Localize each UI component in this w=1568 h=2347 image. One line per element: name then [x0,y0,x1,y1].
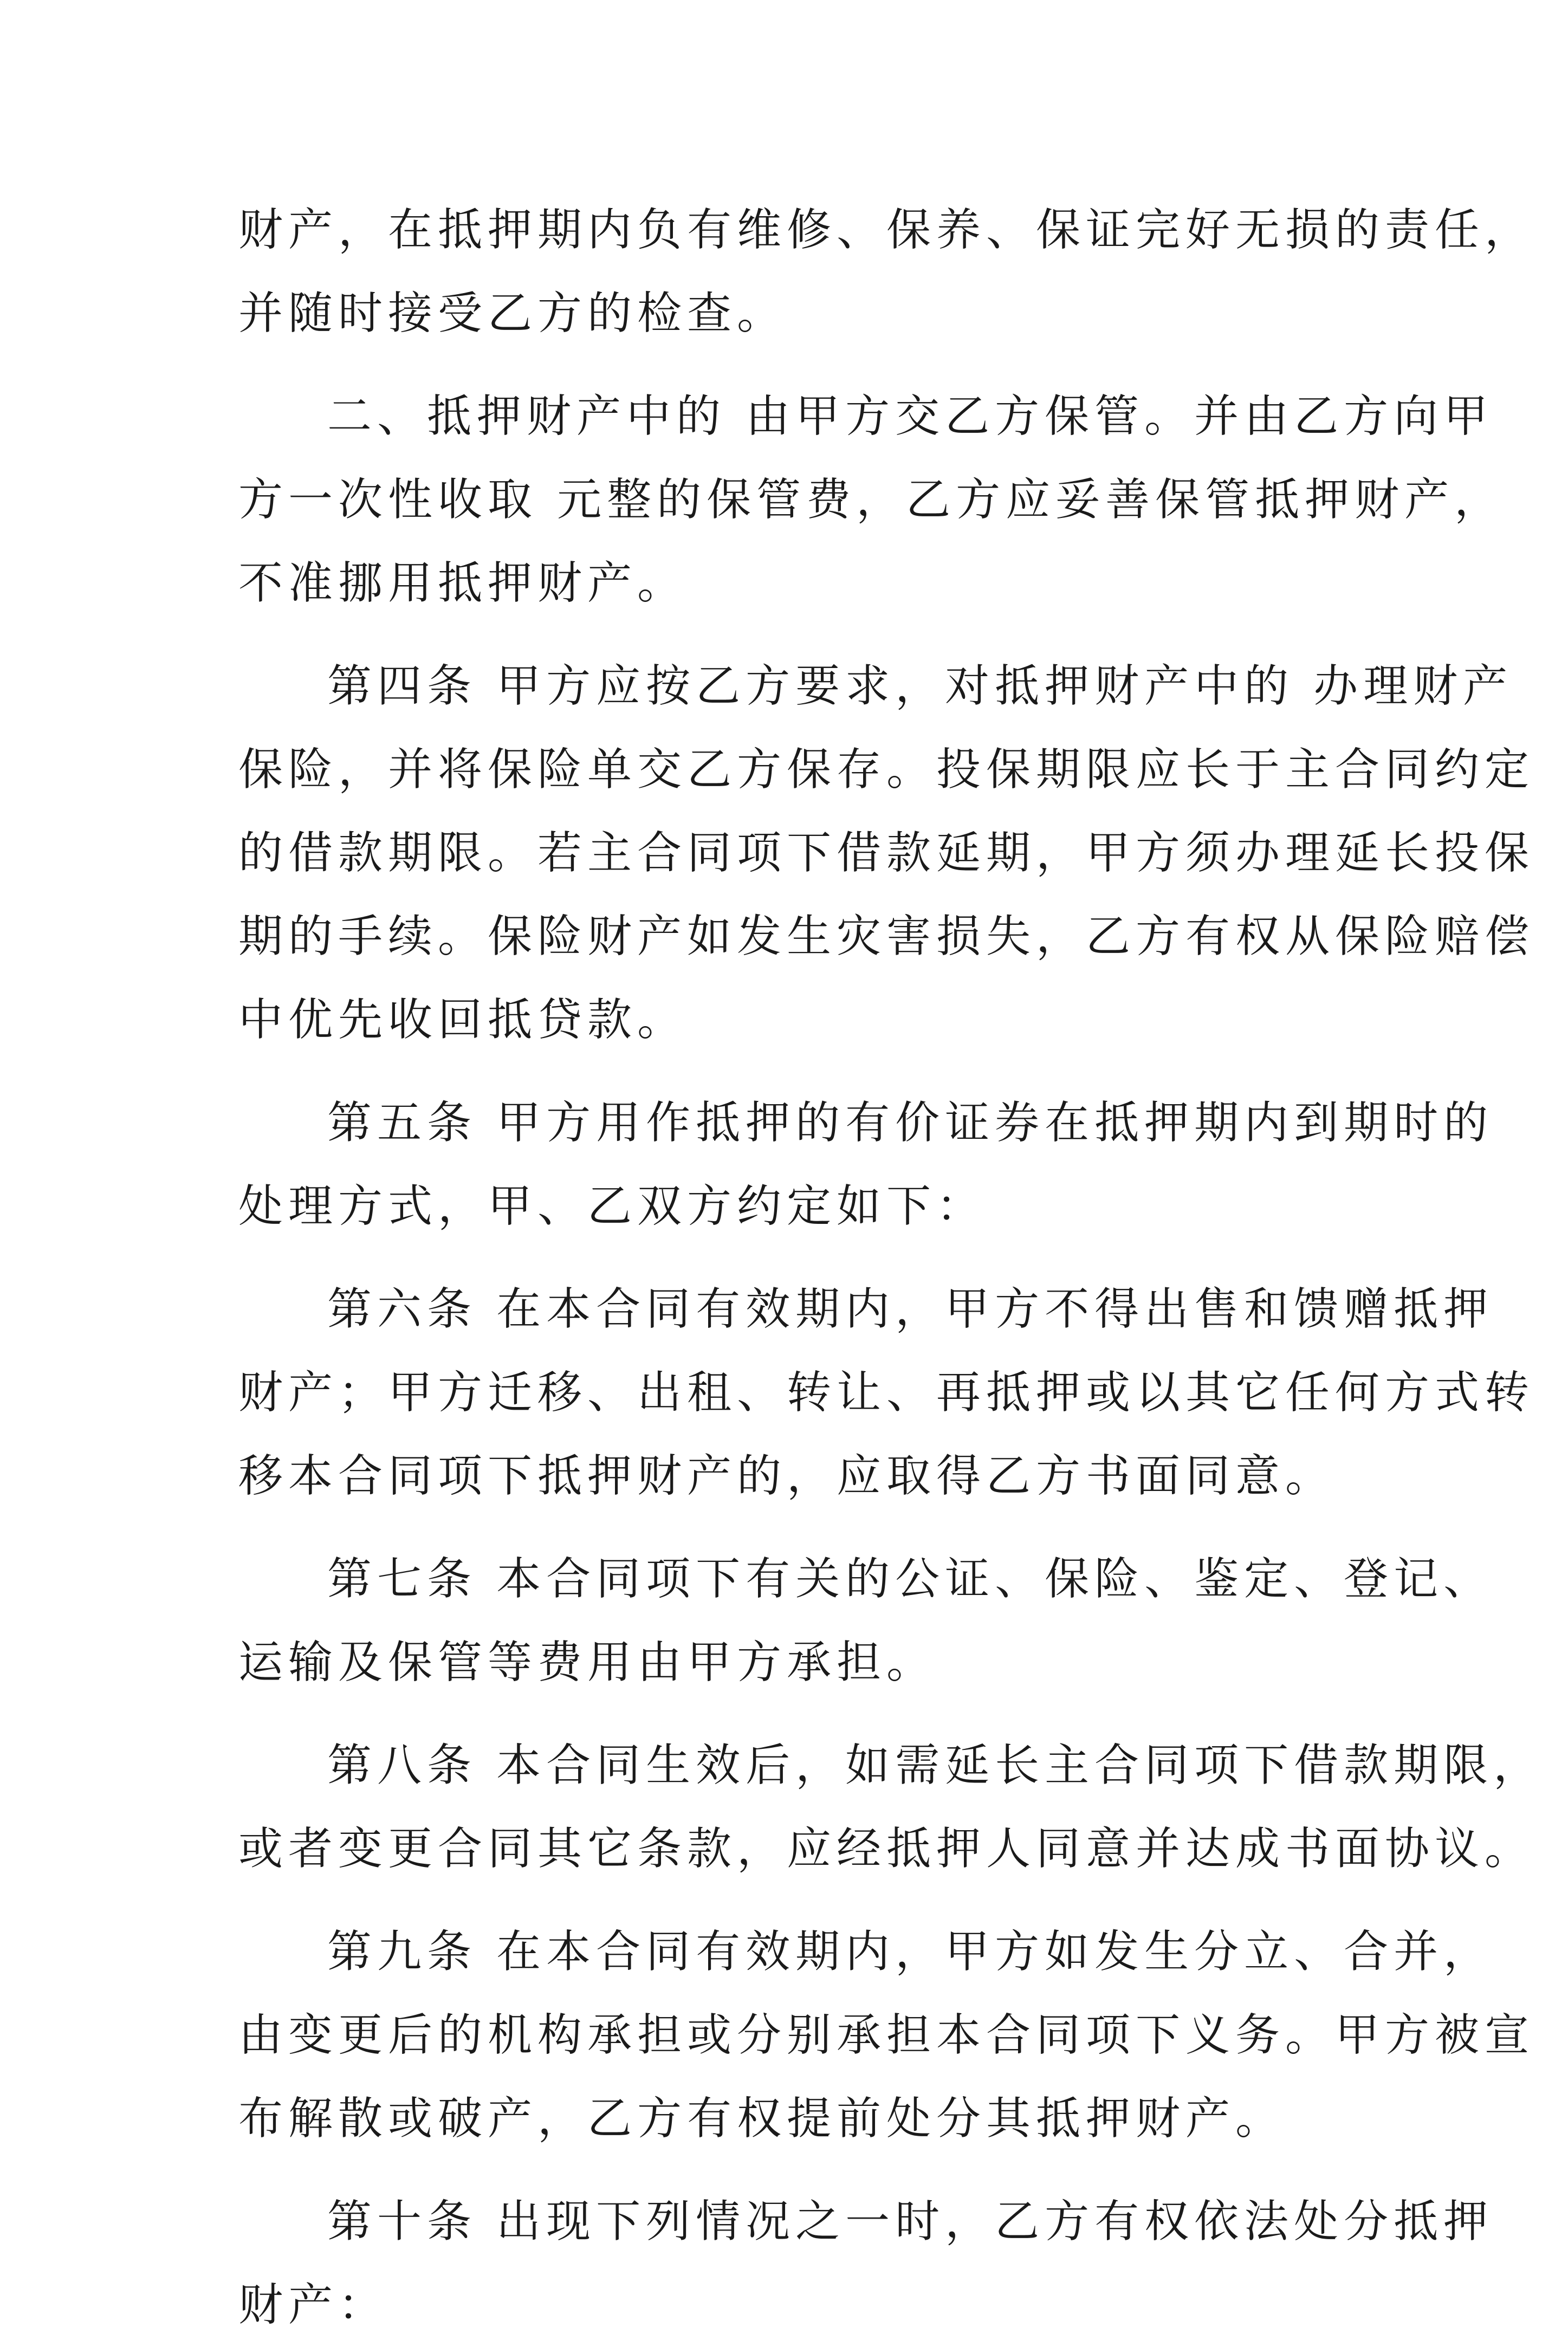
text-line: 第六条 在本合同有效期内，甲方不得出售和馈赠抵押 [327,1283,1494,1335]
paragraph-article-8 [238,1724,1544,1891]
text-line: 中优先收回抵贷款。 [238,994,688,1046]
text-line: 第五条 甲方用作抵押的有价证券在抵押期内到期时的 [327,1097,1494,1149]
paragraph-article-6 [238,1268,1535,1518]
text-line: 处理方式，甲、乙双方约定如下： [238,1181,987,1232]
text-line: 二、抵押财产中的 由甲方交乙方保管。并由乙方向甲 [327,391,1494,442]
text-line: 的借款期限。若主合同项下借款延期，甲方须办理延长投保 [238,827,1535,879]
paragraph-continuation [238,189,1535,355]
text-line: 移本合同项下抵押财产的，应取得乙方书面同意。 [238,1450,1336,1502]
text-line: 或者变更合同其它条款，应经抵押人同意并达成书面协议。 [238,1823,1535,1875]
text-line: 第八条 本合同生效后，如需延长主合同项下借款期限， [327,1740,1544,1791]
text-line: 不准挪用抵押财产。 [238,557,688,609]
text-line: 运输及保管等费用由甲方承担。 [238,1637,937,1688]
text-line: 方一次性收取 元整的保管费，乙方应妥善保管抵押财产， [238,474,1505,526]
text-line: 并随时接受乙方的检查。 [238,288,787,339]
paragraph-article-9 [238,1910,1535,2161]
text-line: 第七条 本合同项下有关的公证、保险、鉴定、登记、 [327,1553,1494,1605]
text-line: 由变更后的机构承担或分别承担本合同项下义务。甲方被宣 [238,2009,1535,2061]
text-line: 财产；甲方迁移、出租、转让、再抵押或以其它任何方式转 [238,1367,1535,1418]
text-line: 财产： [238,2279,388,2331]
text-line: 财产，在抵押期内负有维修、保养、保证完好无损的责任， [238,204,1535,256]
text-line: 第九条 在本合同有效期内，甲方如发生分立、合并， [327,1926,1494,1978]
paragraph-article-7 [238,1538,1494,1704]
paragraph-article-4 [238,645,1535,1062]
paragraph-custody-clause [238,375,1505,625]
text-line: 期的手续。保险财产如发生灾害损失，乙方有权从保险赔偿 [238,911,1535,962]
document-body [238,189,1544,2347]
text-line: 第十条 出现下列情况之一时，乙方有权依法处分抵押 [327,2196,1494,2247]
text-line: 布解散或破产，乙方有权提前处分其抵押财产。 [238,2093,1286,2144]
paragraph-article-5 [238,1081,1494,1248]
paragraph-article-10 [238,2180,1494,2347]
text-line: 保险，并将保险单交乙方保存。投保期限应长于主合同约定 [238,744,1535,795]
text-line: 第四条 甲方应按乙方要求，对抵押财产中的 办理财产 [327,660,1513,712]
